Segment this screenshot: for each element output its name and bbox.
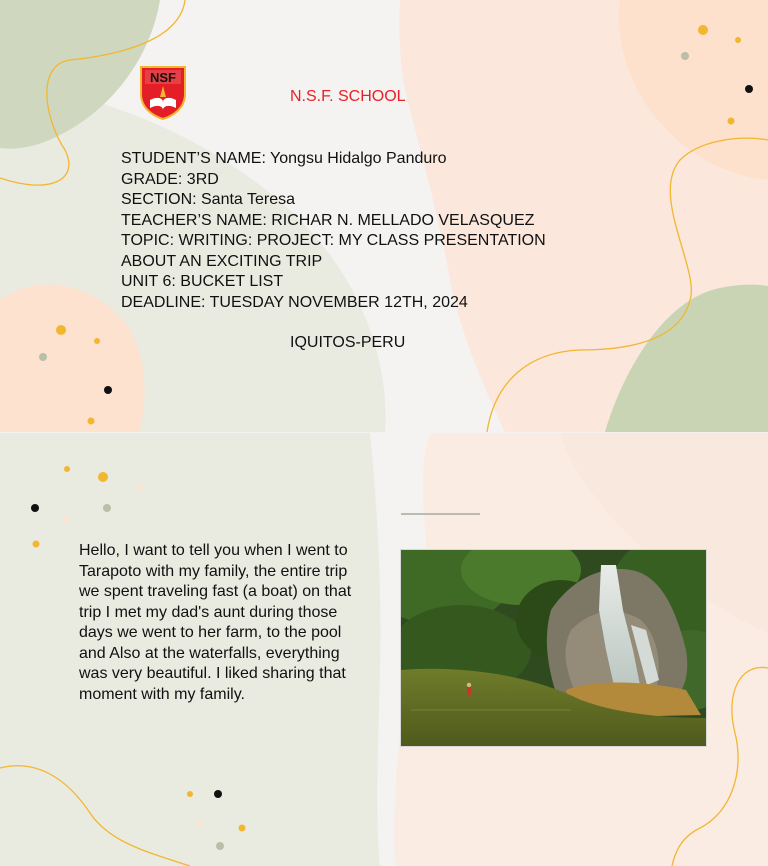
student-name: STUDENT’S NAME: Yongsu Hidalgo Panduro bbox=[121, 150, 447, 167]
school-crest-icon bbox=[137, 64, 189, 120]
topic-line-1: TOPIC: WRITING: PROJECT: MY CLASS PRESENTATION bbox=[121, 232, 546, 249]
story-slide bbox=[0, 433, 768, 866]
school-name: N.S.F. SCHOOL bbox=[290, 88, 406, 105]
city-label: IQUITOS-PERU bbox=[290, 334, 406, 351]
logo-text: NSF bbox=[150, 70, 176, 85]
story-text: Hello, I want to tell you when I went to Tarapoto with my family, the entire trip we spent traveling fast (a boat) on that trip I met my dad's aunt during those days we went to her farm, to the pool and Also at the waterfalls, everything was very beautiful. I liked sharing that moment with my family. bbox=[79, 542, 352, 703]
grade: GRADE: 3RD bbox=[121, 170, 219, 188]
topic-line-2: ABOUT AN EXCITING TRIP bbox=[121, 252, 323, 270]
section: SECTION: Santa Teresa bbox=[121, 191, 295, 208]
student-info-block bbox=[121, 149, 546, 313]
cover-slide bbox=[0, 0, 768, 432]
deadline: DEADLINE: TUESDAY NOVEMBER 12TH, 2024 bbox=[121, 293, 468, 311]
divider-line bbox=[401, 513, 480, 515]
teacher-name: TEACHER’S NAME: RICHAR N. MELLADO VELASQUEZ bbox=[121, 211, 535, 229]
waterfall-photo bbox=[400, 549, 707, 747]
unit: UNIT 6: BUCKET LIST bbox=[121, 273, 284, 290]
